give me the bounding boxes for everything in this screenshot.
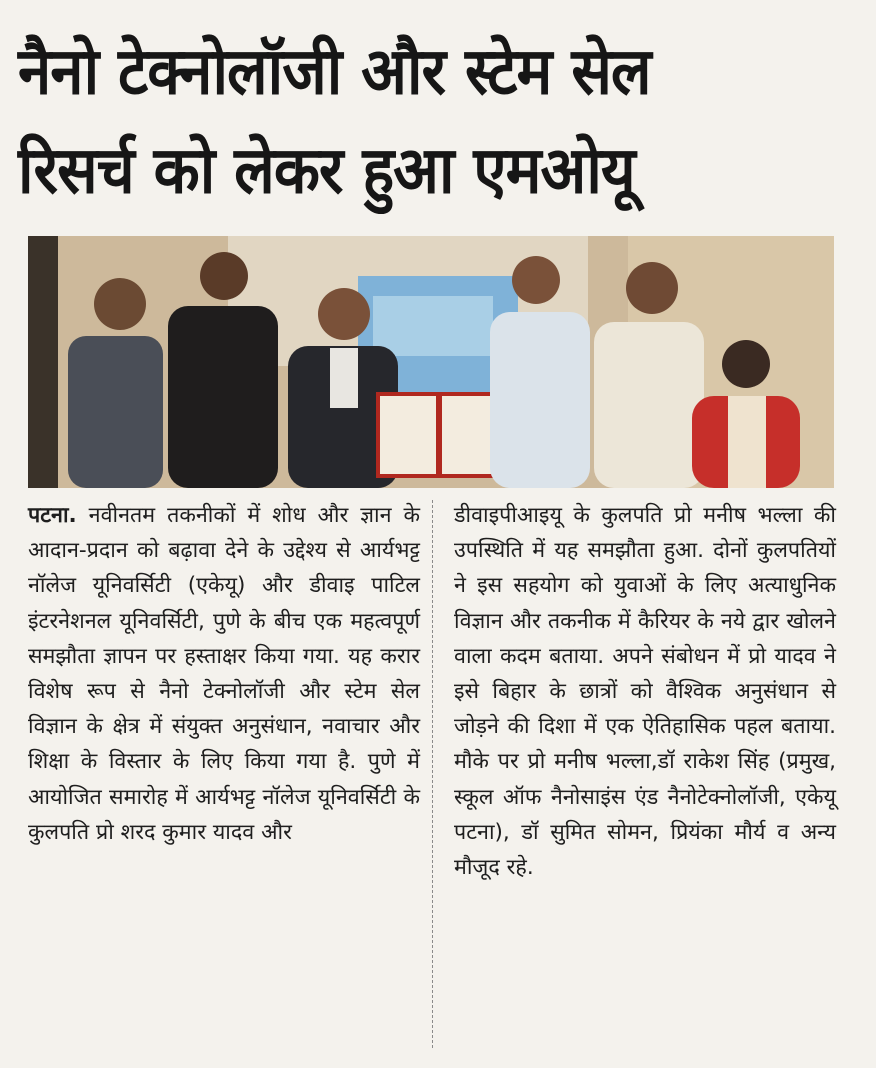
- column-divider: [432, 500, 433, 1048]
- article-text-column-1: नवीनतम तकनीकों में शोध और ज्ञान के आदान-प्रदान को बढ़ावा देने के उद्देश्य से आर्यभट्ट नॉलेज यूनिवर्सिटी (एकेयू) और डीवाइ पाटिल इंटरनेशनल यूनिवर्सिटी, पुणे के बीच एक महत्वपूर्ण समझौता ज्ञापन पर हस्ताक्षर किया गया. यह करार विशेष रूप से नैनो टेक्नोलॉजी और स्टेम सेल विज्ञान के क्षेत्र में संयुक्त अनुसंधान, नवाचार और शिक्षा के विस्तार के लिए किया गया है. पुणे में आयोजित समारोह में आर्यभट्ट नॉलेज यूनिवर्सिटी के कुलपति प्रो शरद कुमार यादव और: [28, 503, 420, 845]
- article-text-column-2: डीवाइपीआइयू के कुलपति प्रो मनीष भल्ला की उपस्थिति में यह समझौता हुआ. दोनों कुलपतियों ने इस सहयोग को युवाओं के लिए अत्याधुनिक विज्ञान और तकनीक में कैरियर के नये द्वार खोलने वाला कदम बताया. अपने संबोधन में प्रो यादव ने इसे बिहार के छात्रों को वैश्विक अनुसंधान से जोड़ने की दिशा में एक ऐतिहासिक पहल बताया. मौके पर प्रो मनीष भल्ला,डॉ राकेश सिंह (प्रमुख, स्कूल ऑफ नैनोसाइंस एंड नैनोटेक्नोलॉजी, एकेयू पटना), डॉ सुमित सोमन, प्रियंका मौर्य व अन्य मौजूद रहे.: [454, 503, 836, 881]
- news-photo: [28, 236, 834, 488]
- dateline: पटना.: [28, 503, 77, 528]
- article-column-2: [454, 498, 836, 885]
- headline-line-2: रिसर्च को लेकर हुआ एमओयू: [18, 133, 635, 209]
- mou-signing-photo-icon: [28, 236, 834, 488]
- headline: [18, 22, 858, 221]
- headline-line-1: नैनो टेक्नोलॉजी और स्टेम सेल: [18, 33, 651, 110]
- article-column-1: [28, 498, 420, 850]
